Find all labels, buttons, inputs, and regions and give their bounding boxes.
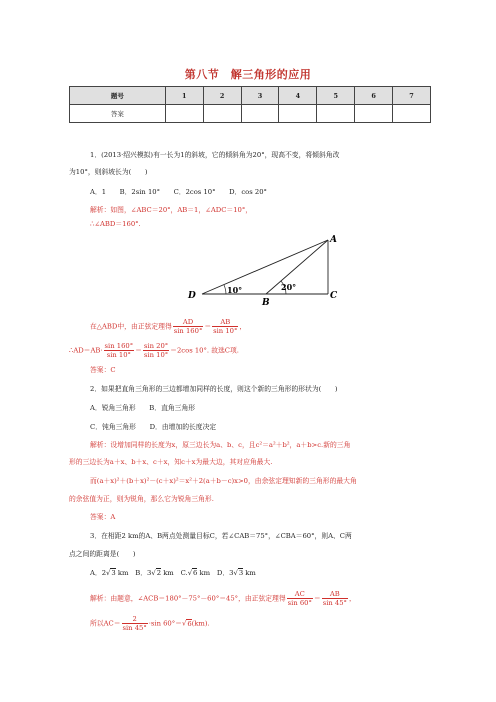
q1-law-of-sines xyxy=(90,318,246,335)
equals-sign: ＝ xyxy=(313,594,321,603)
fraction-denominator: sin 10° xyxy=(143,351,169,359)
q3-option-c: C. xyxy=(180,569,188,577)
q1-analysis-line1: 解析：如图，∠ABC＝20°，AB＝1，∠ADC＝10°， xyxy=(90,206,253,214)
fraction xyxy=(212,318,238,335)
vertex-d-label: D xyxy=(188,291,196,301)
fraction-denominator: sin 10° xyxy=(213,327,238,335)
q2-options-line1: A．锐角三角形 B．直角三角形 xyxy=(90,404,196,412)
unit: km xyxy=(161,569,181,577)
q2-analysis-line1: 解析：设增加同样的长度为x，原三边长为a、b、c，且c²＝a²＋b²，a＋b>c.新的三角 xyxy=(90,441,351,449)
fraction xyxy=(122,615,148,632)
table-header-row xyxy=(70,87,431,105)
page-title: 第八节 解三角形的应用 xyxy=(184,68,312,81)
fraction xyxy=(287,590,313,607)
fraction xyxy=(104,342,135,359)
angle-b-label: 20° xyxy=(281,282,297,292)
q1-law-prefix: 在△ABD中，由正弦定理得 xyxy=(90,322,172,331)
q2-analysis-line2: 形的三边长为a＋x、b＋x、c＋x，知c＋x为最大边，其对应角最大. xyxy=(69,458,273,466)
q1-answer: 答案：C xyxy=(90,366,116,374)
unit: km xyxy=(243,569,256,577)
q1-stem-line2: 为10°，则斜坡长为( ) xyxy=(69,168,148,176)
answer-cell xyxy=(241,105,279,123)
equals-sign: ＝ xyxy=(204,322,212,331)
vertex-c-label: C xyxy=(330,291,338,301)
q1-options: A．1 B．2sin 10° C．2cos 10° D．cos 20° xyxy=(90,188,267,196)
q3-option-a: A．2 xyxy=(90,569,107,577)
table-header-cell: 2 xyxy=(203,87,241,105)
fraction-denominator: sin 60° xyxy=(287,599,312,607)
table-answer-row xyxy=(70,105,431,123)
table-header-cell: 题号 xyxy=(70,87,166,105)
answer-cell xyxy=(279,105,317,123)
q1-result xyxy=(69,342,239,359)
answer-table xyxy=(69,86,431,123)
side-ba xyxy=(266,240,328,294)
q2-analysis-line3: 而(a＋x)²＋(b＋x)²－(c＋x)²＝x²＋2(a＋b－c)x>0，由余弦定理知新的三角形的最大角 xyxy=(90,477,357,485)
q1-result-suffix: ＝2cos 10°. 故选C项. xyxy=(170,346,239,355)
radicand: 6 xyxy=(187,619,192,628)
q3-result-mid: ·sin 60°＝ xyxy=(148,619,182,628)
table-header-cell: 1 xyxy=(165,87,203,105)
side-da xyxy=(202,240,328,294)
q2-stem: 2．如果把直角三角形的三边都增加同样的长度，则这个新的三角形的形状为( ) xyxy=(90,385,338,393)
answer-cell xyxy=(165,105,203,123)
table-header-cell: 7 xyxy=(393,87,431,105)
answer-row-label: 答案 xyxy=(70,105,166,123)
fraction-denominator: sin 45° xyxy=(322,599,347,607)
fraction-denominator: sin 45° xyxy=(122,624,147,632)
q3-result-prefix: 所以AC＝ xyxy=(90,619,121,628)
fraction-denominator: sin 10° xyxy=(106,351,131,359)
q3-options: A．2√3 km B．3√2 km C.√6 km D．3√3 km xyxy=(90,569,256,577)
q1-stem-line1: 1．(2013·绍兴模拟)有一长为1的斜坡，它的倾斜角为20°，现高不变，将倾斜角改 xyxy=(90,151,340,159)
vertex-b-label: B xyxy=(262,298,270,308)
equals-sign: ＝ xyxy=(135,346,142,355)
fraction-numerator: sin 20° xyxy=(143,342,169,350)
vertex-a-label: A xyxy=(330,235,337,245)
unit: km xyxy=(197,569,217,577)
fraction-numerator: AB xyxy=(322,590,348,599)
q1-analysis-line2: ∴∠ABD＝160°. xyxy=(90,220,141,228)
answer-cell xyxy=(393,105,431,123)
q2-answer: 答案：A xyxy=(90,513,116,521)
fraction xyxy=(322,590,348,607)
fraction-numerator: AB xyxy=(212,318,238,327)
answer-cell xyxy=(317,105,355,123)
fraction-denominator: sin 160° xyxy=(173,327,203,335)
q3-result-suffix: (km). xyxy=(191,619,210,628)
fraction xyxy=(173,318,204,335)
q3-stem-line1: 3．在相距2 km的A、B两点处测量目标C，若∠CAB＝75°，∠CBA＝60°，则A、C两 xyxy=(90,532,352,540)
fraction-numerator: AC xyxy=(287,590,313,599)
angle-d-arc xyxy=(224,285,226,294)
angle-d-label: 10° xyxy=(227,285,243,295)
unit: km xyxy=(115,569,136,577)
fraction xyxy=(143,342,169,359)
q3-analysis-text: 解析：由题意，∠ACB＝180°－75°－60°＝45°，由正弦定理得 xyxy=(90,594,286,603)
table-header-cell: 3 xyxy=(241,87,279,105)
radicand: 6 xyxy=(193,569,198,577)
fraction-numerator: 2 xyxy=(122,615,148,624)
fraction-numerator: sin 160° xyxy=(104,342,134,350)
q1-law-suffix: ， xyxy=(239,322,247,331)
fraction-numerator: AD xyxy=(173,318,204,327)
answer-cell xyxy=(355,105,393,123)
radicand: 3 xyxy=(111,569,116,577)
q3-option-b: B．3 xyxy=(135,569,152,577)
q3-option-d: D．3 xyxy=(216,569,234,577)
triangle-figure xyxy=(180,232,350,308)
q3-stem-line2: 点之间的距离是( ) xyxy=(69,550,136,558)
table-header-cell: 4 xyxy=(279,87,317,105)
answer-cell xyxy=(203,105,241,123)
q3-analysis-suffix: ， xyxy=(348,594,356,603)
q2-options-line2: C．钝角三角形 D．由增加的长度决定 xyxy=(90,423,217,431)
table-header-cell: 6 xyxy=(355,87,393,105)
radicand: 2 xyxy=(156,569,162,577)
table-header-cell: 5 xyxy=(317,87,355,105)
q1-result-prefix: ∴AD＝AB· xyxy=(69,346,103,355)
q3-result: 所以AC＝ $\frac{2}{\sin 45^\circ}$ ·sin 60°＝√6(km). xyxy=(90,615,210,632)
radicand: 3 xyxy=(238,569,244,577)
q3-analysis xyxy=(90,590,356,607)
q2-analysis-line4: 的余弦值为正，则为锐角，那么它为锐角三角形. xyxy=(69,495,214,503)
